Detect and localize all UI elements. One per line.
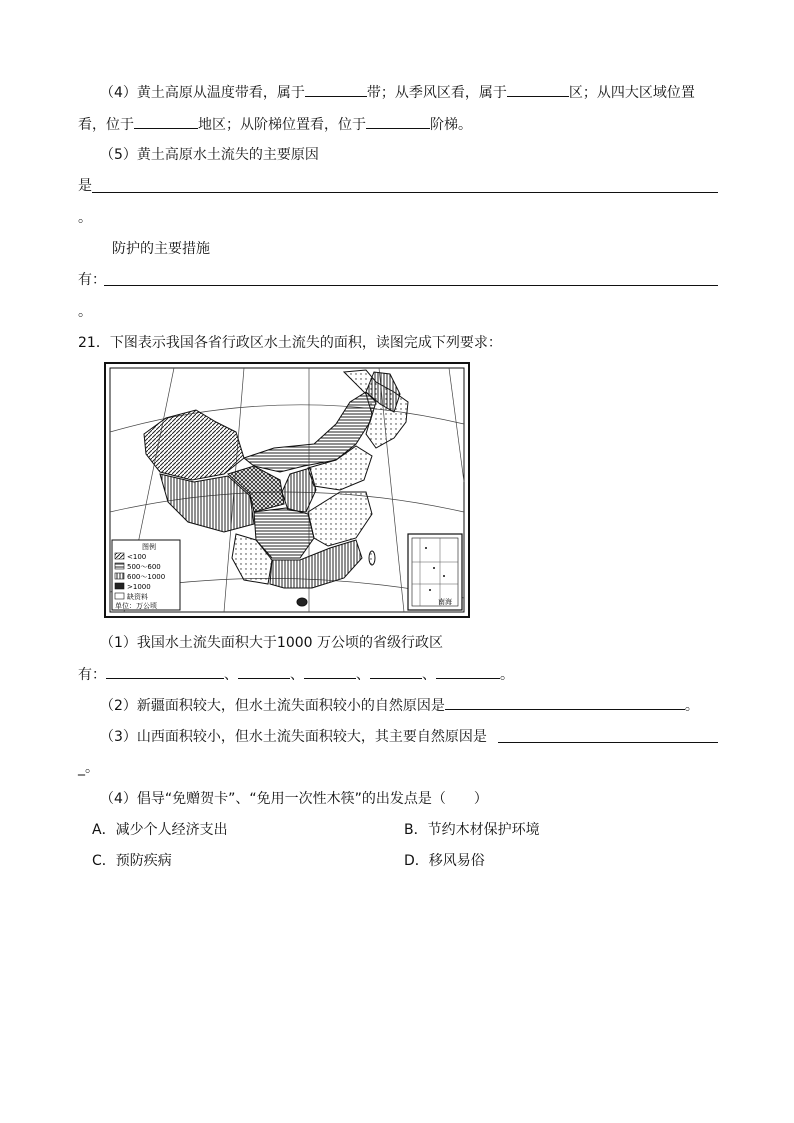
answer-blank[interactable]	[304, 664, 356, 679]
answer-blank[interactable]	[507, 82, 569, 97]
option-a[interactable]: A．减少个人经济支出	[92, 822, 228, 838]
q4-line1	[100, 82, 695, 102]
answer-blank[interactable]	[366, 114, 430, 129]
answer-blank[interactable]	[370, 664, 422, 679]
q4-text-5: 地区；从阶梯位置看，位于	[198, 117, 366, 133]
answer-blank-long[interactable]	[104, 285, 718, 286]
legend-item-2: 500～600	[127, 563, 161, 571]
legend-item-1: <100	[127, 553, 147, 561]
inset-label: 南海	[438, 598, 452, 606]
legend-title: 图例	[142, 543, 156, 551]
q21-sub4: （4）倡导“免赠贺卡”、“免用一次性木筷”的出发点是（ ）	[100, 791, 488, 807]
answer-blank[interactable]	[445, 695, 685, 710]
q21-sub2	[100, 695, 699, 715]
map-legend	[112, 540, 180, 610]
answer-blank[interactable]	[106, 664, 224, 679]
q21-sub2-end: 。	[684, 698, 699, 714]
q5-measures: 防护的主要措施	[112, 241, 210, 257]
q21-sub2-text: （2）新疆面积较大，但水土流失面积较小的自然原因是	[100, 698, 445, 714]
legend-item-3: 600～1000	[127, 573, 166, 581]
legend-unit: 单位：万公顷	[115, 602, 157, 610]
q5-shi: 是	[78, 178, 92, 194]
q21-stem: 21．下图表示我国各省行政区水土流失的面积，读图完成下列要求：	[78, 335, 502, 351]
q4-text-2: 带；从季风区看，属于	[366, 85, 507, 101]
answer-blank[interactable]	[436, 664, 500, 679]
q5-you: 有：	[78, 272, 106, 288]
answer-blank[interactable]	[238, 664, 290, 679]
q4-text-4: 看，位于	[78, 117, 134, 133]
separator: 、	[422, 667, 436, 683]
option-c[interactable]: C．预防疾病	[92, 853, 172, 869]
q21-sub1: （1）我国水土流失面积大于1000 万公顷的省级行政区	[100, 635, 443, 651]
q21-sub1-answers	[78, 664, 514, 684]
q4-text-6: 阶梯。	[430, 117, 472, 133]
legend-item-5: 缺资料	[127, 593, 148, 601]
q21-sub3-end: _。	[78, 760, 99, 776]
q4-text-1: （4）黄土高原从温度带看，属于	[100, 85, 305, 101]
q5-period2: 。	[78, 304, 92, 320]
q4-line2	[78, 114, 472, 134]
q5-period: 。	[78, 210, 92, 226]
answer-blank-long[interactable]	[92, 192, 718, 193]
separator: 、	[356, 667, 370, 683]
option-d[interactable]: D．移风易俗	[404, 853, 485, 869]
separator: 、	[224, 667, 238, 683]
answer-blank-long[interactable]	[498, 742, 718, 743]
answer-blank[interactable]	[305, 82, 367, 97]
region-hainan	[297, 598, 307, 606]
legend-item-4: >1000	[127, 583, 151, 591]
south-sea-inset	[408, 534, 462, 610]
separator: 、	[290, 667, 304, 683]
end-period: 。	[500, 667, 514, 683]
answer-blank[interactable]	[134, 114, 198, 129]
q4-text-3: 区；从四大区域位置	[568, 85, 695, 101]
q5-title: （5）黄土高原水土流失的主要原因	[100, 147, 319, 163]
region-taiwan	[369, 551, 375, 565]
option-b[interactable]: B．节约木材保护环境	[404, 822, 540, 838]
q21-sub3: （3）山西面积较小，但水土流失面积较大，其主要自然原因是	[100, 729, 487, 745]
q21-sub1-you: 有：	[78, 667, 106, 683]
soil-erosion-map	[104, 362, 470, 618]
